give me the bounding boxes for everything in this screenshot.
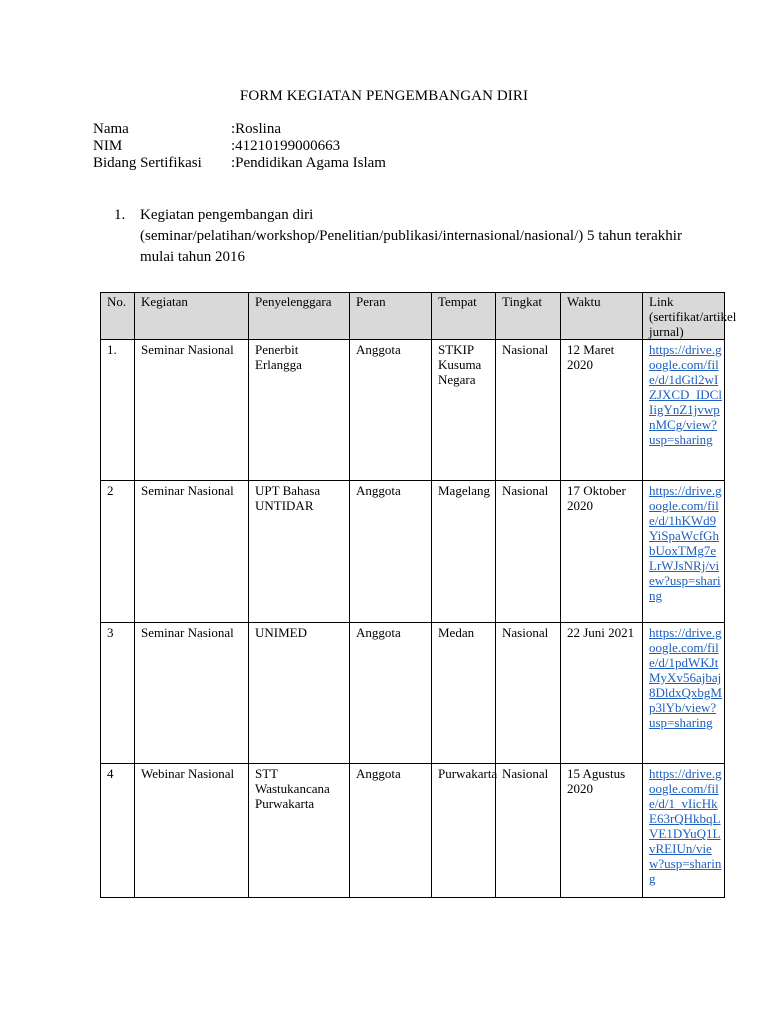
cell-penyelenggara: UPT Bahasa UNTIDAR [249,481,350,623]
cell-waktu: 12 Maret 2020 [561,340,643,481]
section-number: 1. [114,207,126,223]
name-label: Nama [93,121,129,137]
table-row [101,340,725,481]
identity-block [93,121,386,172]
cell-tempat: Purwakarta [432,764,496,898]
table-row [101,623,725,764]
cell-tempat: Magelang [432,481,496,623]
name-value: :Roslina [231,121,282,137]
cell-tempat: STKIP Kusuma Negara [432,340,496,481]
cell-tingkat: Nasional [496,481,561,623]
header-no: No. [101,293,135,340]
cell-peran: Anggota [350,340,432,481]
header-kegiatan: Kegiatan [135,293,249,340]
header-tempat: Tempat [432,293,496,340]
cell-peran: Anggota [350,481,432,623]
certification-field-row [93,155,386,172]
header-tingkat: Tingkat [496,293,561,340]
activities-table [100,292,737,898]
form-title: FORM KEGIATAN PENGEMBANGAN DIRI [239,88,529,104]
cell-no: 3 [101,623,135,764]
cell-tingkat: Nasional [496,764,561,898]
cell-tingkat: Nasional [496,623,561,764]
certification-field-value: :Pendidikan Agama Islam [231,155,386,171]
cell-tingkat: Nasional [496,340,561,481]
nim-row [93,138,386,155]
certificate-link[interactable]: https://drive.google.com/file/d/1hKWd9YiSpaWcfGhbUoxTMg7eLrWJsNRj/view?usp=sharing [643,481,725,623]
section-description: Kegiatan pengembangan diri (seminar/pelatihan/workshop/Penelitian/publikasi/internasional/nasional/) 5 tahun terakhir mulai tahun 2016 [140,207,682,265]
header-penyelenggara: Penyelenggara [249,293,350,340]
certificate-link[interactable]: https://drive.google.com/file/d/1dGtl2wIZJXCD_IDClIigYnZ1jvwpnMCg/view?usp=sharing [643,340,725,481]
cell-no: 1. [101,340,135,481]
cell-penyelenggara: Penerbit Erlangga [249,340,350,481]
certificate-link[interactable]: https://drive.google.com/file/d/1pdWKJtMyXv56ajbaj8DldxQxbgMp3lYb/view?usp=sharing [643,623,725,764]
cell-penyelenggara: STT Wastukancana Purwakarta [249,764,350,898]
certificate-link[interactable]: https://drive.google.com/file/d/1_vIicHkE63rQHkbqLVE1DYuQ1LvREIUn/view?usp=sharing [643,764,725,898]
header-peran: Peran [350,293,432,340]
table-row [101,481,725,623]
cell-waktu: 22 Juni 2021 [561,623,643,764]
cell-peran: Anggota [350,764,432,898]
cell-kegiatan: Webinar Nasional [135,764,249,898]
cell-peran: Anggota [350,623,432,764]
table-header-row [101,293,725,340]
cell-penyelenggara: UNIMED [249,623,350,764]
cell-no: 2 [101,481,135,623]
cell-tempat: Medan [432,623,496,764]
cell-no: 4 [101,764,135,898]
header-waktu: Waktu [561,293,643,340]
certification-field-label: Bidang Sertifikasi [93,155,202,171]
name-row [93,121,386,138]
cell-kegiatan: Seminar Nasional [135,481,249,623]
cell-kegiatan: Seminar Nasional [135,623,249,764]
cell-kegiatan: Seminar Nasional [135,340,249,481]
table-row [101,764,725,898]
nim-value: :41210199000663 [231,138,341,154]
header-link: Link (sertifikat/artikel jurnal) [643,293,725,340]
section-1 [114,205,700,268]
cell-waktu: 17 Oktober 2020 [561,481,643,623]
cell-waktu: 15 Agustus 2020 [561,764,643,898]
nim-label: NIM [93,138,123,154]
